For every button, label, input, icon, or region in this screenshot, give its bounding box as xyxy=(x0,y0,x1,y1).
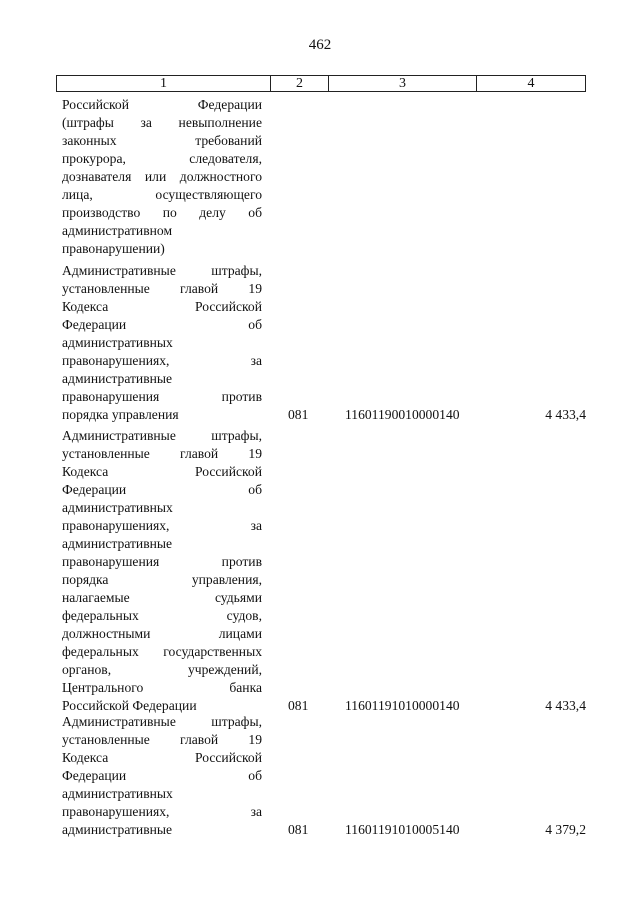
table-row xyxy=(62,96,586,258)
description-line: административных xyxy=(62,500,173,515)
description-line: налагаемые судьями xyxy=(62,590,262,605)
row-kbk-code: 11601191010000140 xyxy=(345,698,460,713)
description-line: Кодекса Российской xyxy=(62,464,262,479)
description-line: правонарушения против xyxy=(62,554,262,569)
description-line: Административные штрафы, xyxy=(62,263,262,278)
description-line: Российской Федерации xyxy=(62,698,197,713)
row-admin-code: 081 xyxy=(288,822,309,837)
row-description xyxy=(62,713,262,839)
header-col-3: 3 xyxy=(329,76,477,91)
description-line: административные xyxy=(62,822,173,837)
description-line: Административные штрафы, xyxy=(62,714,262,729)
page-number: 462 xyxy=(308,37,332,53)
table-header xyxy=(56,75,586,92)
description-line: Федерации об xyxy=(62,482,262,497)
description-line: административном xyxy=(62,223,173,238)
row-description xyxy=(62,96,262,258)
description-line: правонарушения против xyxy=(62,389,262,404)
description-line: порядка управления xyxy=(62,407,179,422)
row-amount: 4 433,4 xyxy=(545,698,586,713)
row-admin-code: 081 xyxy=(288,698,309,713)
description-line: дознавателя или должностного xyxy=(62,169,262,184)
table-row xyxy=(62,427,586,715)
description-line: административные xyxy=(62,371,173,386)
description-line: правонарушениях, за xyxy=(62,804,262,819)
description-line: установленные главой 19 xyxy=(62,446,262,461)
description-line: правонарушении) xyxy=(62,241,165,256)
description-line: правонарушениях, за xyxy=(62,353,262,368)
description-line: федеральных судов, xyxy=(62,608,262,623)
description-line: федеральных государственных xyxy=(62,644,262,659)
description-line: прокурора, следователя, xyxy=(62,151,262,166)
description-line: установленные главой 19 xyxy=(62,732,262,747)
description-line: установленные главой 19 xyxy=(62,281,262,296)
row-kbk-code: 11601190010000140 xyxy=(345,407,460,422)
description-line: Кодекса Российской xyxy=(62,299,262,314)
description-line: лица, осуществляющего xyxy=(62,187,262,202)
description-line: Кодекса Российской xyxy=(62,750,262,765)
description-line: Российской Федерации xyxy=(62,97,262,112)
description-line: Центрального банка xyxy=(62,680,262,695)
header-col-4: 4 xyxy=(527,76,535,91)
description-line: должностными лицами xyxy=(62,626,262,641)
description-line: производство по делу об xyxy=(62,205,262,220)
description-line: административные xyxy=(62,536,173,551)
row-description xyxy=(62,262,262,424)
description-line: Федерации об xyxy=(62,317,262,332)
row-amount: 4 433,4 xyxy=(545,407,586,422)
header-col-2: 2 xyxy=(271,76,329,91)
row-kbk-code: 11601191010005140 xyxy=(345,822,460,837)
description-line: (штрафы за невыполнение xyxy=(62,115,262,130)
table-row xyxy=(62,262,586,424)
row-amount: 4 379,2 xyxy=(545,822,586,837)
header-col-1: 1 xyxy=(57,76,271,91)
description-line: Федерации об xyxy=(62,768,262,783)
description-line: органов, учреждений, xyxy=(62,662,262,677)
description-line: порядка управления, xyxy=(62,572,262,587)
description-line: Административные штрафы, xyxy=(62,428,262,443)
table-row xyxy=(62,713,586,839)
description-line: административных xyxy=(62,786,173,801)
description-line: законных требований xyxy=(62,133,262,148)
description-line: правонарушениях, за xyxy=(62,518,262,533)
row-description xyxy=(62,427,262,715)
row-admin-code: 081 xyxy=(288,407,309,422)
description-line: административных xyxy=(62,335,173,350)
